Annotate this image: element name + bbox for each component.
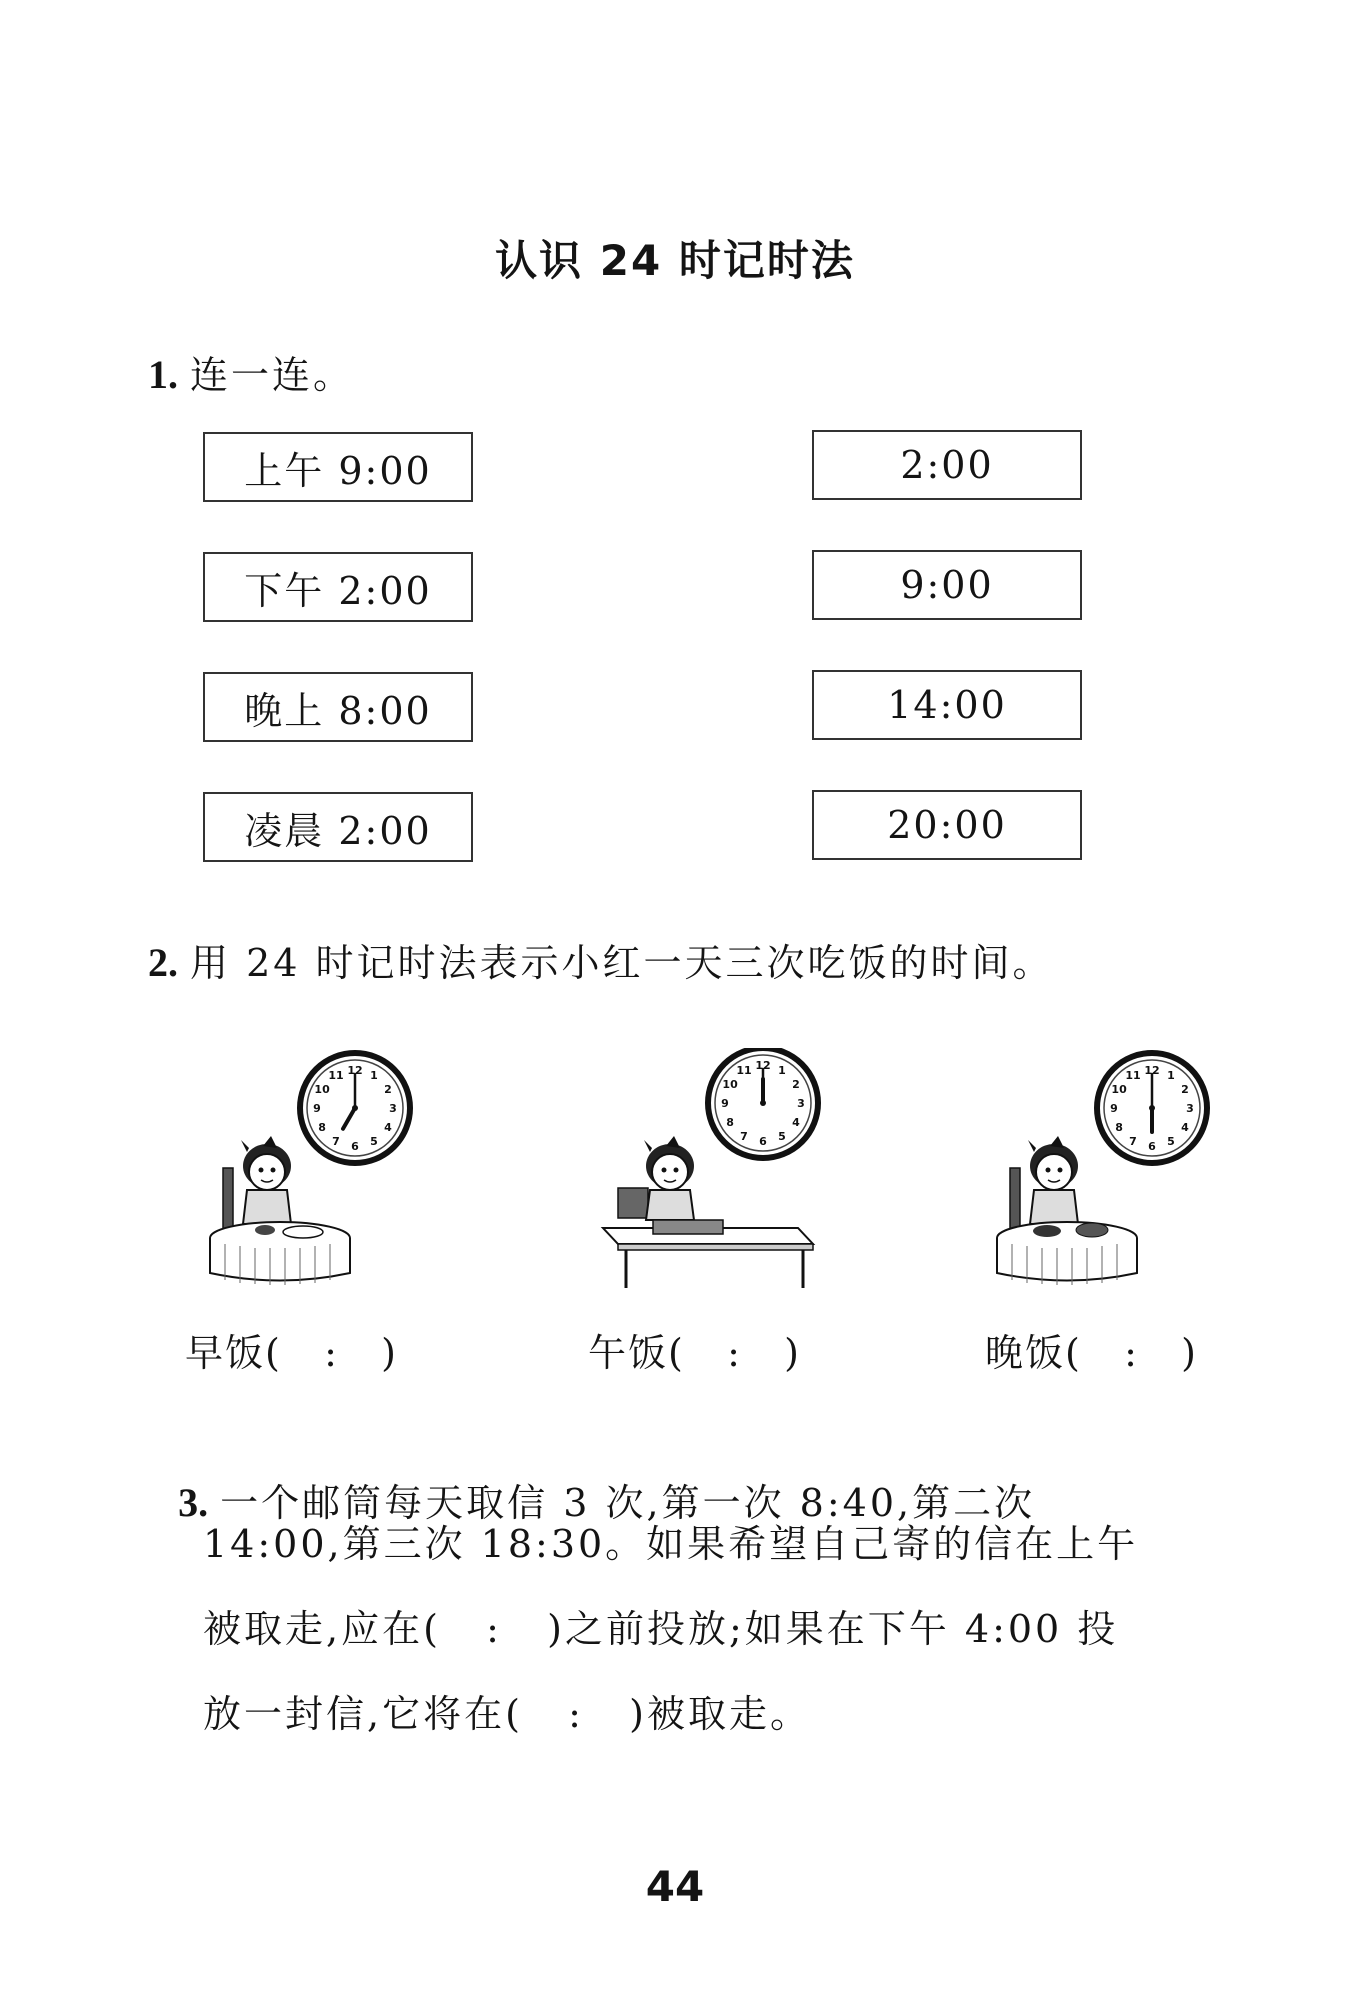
clock-numeral: 5 — [1167, 1134, 1175, 1148]
question-3-line-2: 14:00,第三次 18:30。如果希望自己寄的信在上午 — [203, 1522, 1139, 1566]
wall-clock-icon — [300, 1053, 410, 1163]
clock-numeral: 4 — [1181, 1121, 1189, 1134]
clock-numeral: 8 — [726, 1116, 734, 1129]
wall-clock-icon — [708, 1048, 818, 1158]
question-1-text: 连一连。 — [190, 353, 355, 397]
match-left-box-3[interactable]: 晚上 8:00 — [203, 672, 473, 742]
question-3-line-1: 3. 一个邮筒每天取信 3 次,第一次 8:40,第二次 — [178, 1480, 1036, 1525]
question-2-text: 用 24 时记时法表示小红一天三次吃饭的时间。 — [190, 941, 1054, 985]
clock-numeral: 7 — [332, 1134, 340, 1148]
clock-numeral: 10 — [314, 1083, 330, 1096]
clock-numeral: 9 — [721, 1097, 729, 1110]
match-right-box-1[interactable]: 2:00 — [812, 430, 1082, 500]
page-title: 认识 24 时记时法 — [495, 236, 855, 285]
wall-clock-icon — [1097, 1053, 1207, 1163]
clock-numeral: 8 — [1115, 1121, 1123, 1134]
clock-numeral: 6 — [1148, 1140, 1156, 1153]
clock-numeral: 9 — [1110, 1102, 1118, 1115]
question-3-number: 3. — [178, 1480, 209, 1525]
clock-numeral: 1 — [1167, 1069, 1175, 1083]
clock-numeral: 6 — [759, 1135, 767, 1148]
match-right-box-4[interactable]: 20:00 — [812, 790, 1082, 860]
clock-numeral: 11 — [1125, 1069, 1141, 1083]
girl-eating-breakfast-icon — [205, 1048, 445, 1288]
clock-numeral: 4 — [792, 1116, 800, 1129]
question-3-line-3: 被取走,应在( : )之前投放;如果在下午 4:00 投 — [203, 1607, 1119, 1651]
clock-numeral: 2 — [384, 1083, 392, 1096]
question-1-number: 1. — [148, 352, 178, 397]
question-2-number: 2. — [148, 940, 178, 985]
clock-numeral: 11 — [328, 1069, 344, 1083]
clock-numeral: 3 — [1186, 1102, 1194, 1115]
girl-eating-lunch-icon — [598, 1048, 838, 1288]
question-3-line-4: 放一封信,它将在( : )被取走。 — [203, 1692, 812, 1736]
clock-numeral: 12 — [755, 1059, 771, 1072]
dinner-label: 晚饭( : ) — [985, 1331, 1198, 1375]
clock-numeral: 3 — [389, 1102, 397, 1115]
clock-numeral: 3 — [797, 1097, 805, 1110]
match-right-box-2[interactable]: 9:00 — [812, 550, 1082, 620]
girl-eating-dinner-icon — [992, 1048, 1232, 1288]
clock-numeral: 10 — [1111, 1083, 1127, 1096]
clock-numeral: 7 — [740, 1129, 748, 1143]
clock-numeral: 1 — [370, 1069, 378, 1083]
question-2 — [148, 932, 1054, 987]
clock-numeral: 5 — [778, 1129, 786, 1143]
clock-numeral: 5 — [370, 1134, 378, 1148]
match-right-box-3[interactable]: 14:00 — [812, 670, 1082, 740]
clock-numeral: 2 — [1181, 1083, 1189, 1096]
breakfast-label: 早饭( : ) — [185, 1331, 398, 1375]
clock-numeral: 12 — [347, 1064, 363, 1077]
clock-numeral: 10 — [722, 1078, 738, 1091]
clock-numeral: 2 — [792, 1078, 800, 1091]
clock-numeral: 1 — [778, 1064, 786, 1078]
clock-numeral: 11 — [736, 1064, 752, 1078]
match-left-box-2[interactable]: 下午 2:00 — [203, 552, 473, 622]
clock-numeral: 8 — [318, 1121, 326, 1134]
clock-numeral: 9 — [313, 1102, 321, 1115]
lunch-label: 午饭( : ) — [588, 1331, 801, 1375]
clock-numeral: 12 — [1144, 1064, 1160, 1077]
clock-numeral: 7 — [1129, 1134, 1137, 1148]
match-left-box-4[interactable]: 凌晨 2:00 — [203, 792, 473, 862]
clock-numeral: 6 — [351, 1140, 359, 1153]
question-1 — [148, 344, 354, 399]
clock-numeral: 4 — [384, 1121, 392, 1134]
match-left-box-1[interactable]: 上午 9:00 — [203, 432, 473, 502]
page-number: 44 — [645, 1862, 705, 1911]
